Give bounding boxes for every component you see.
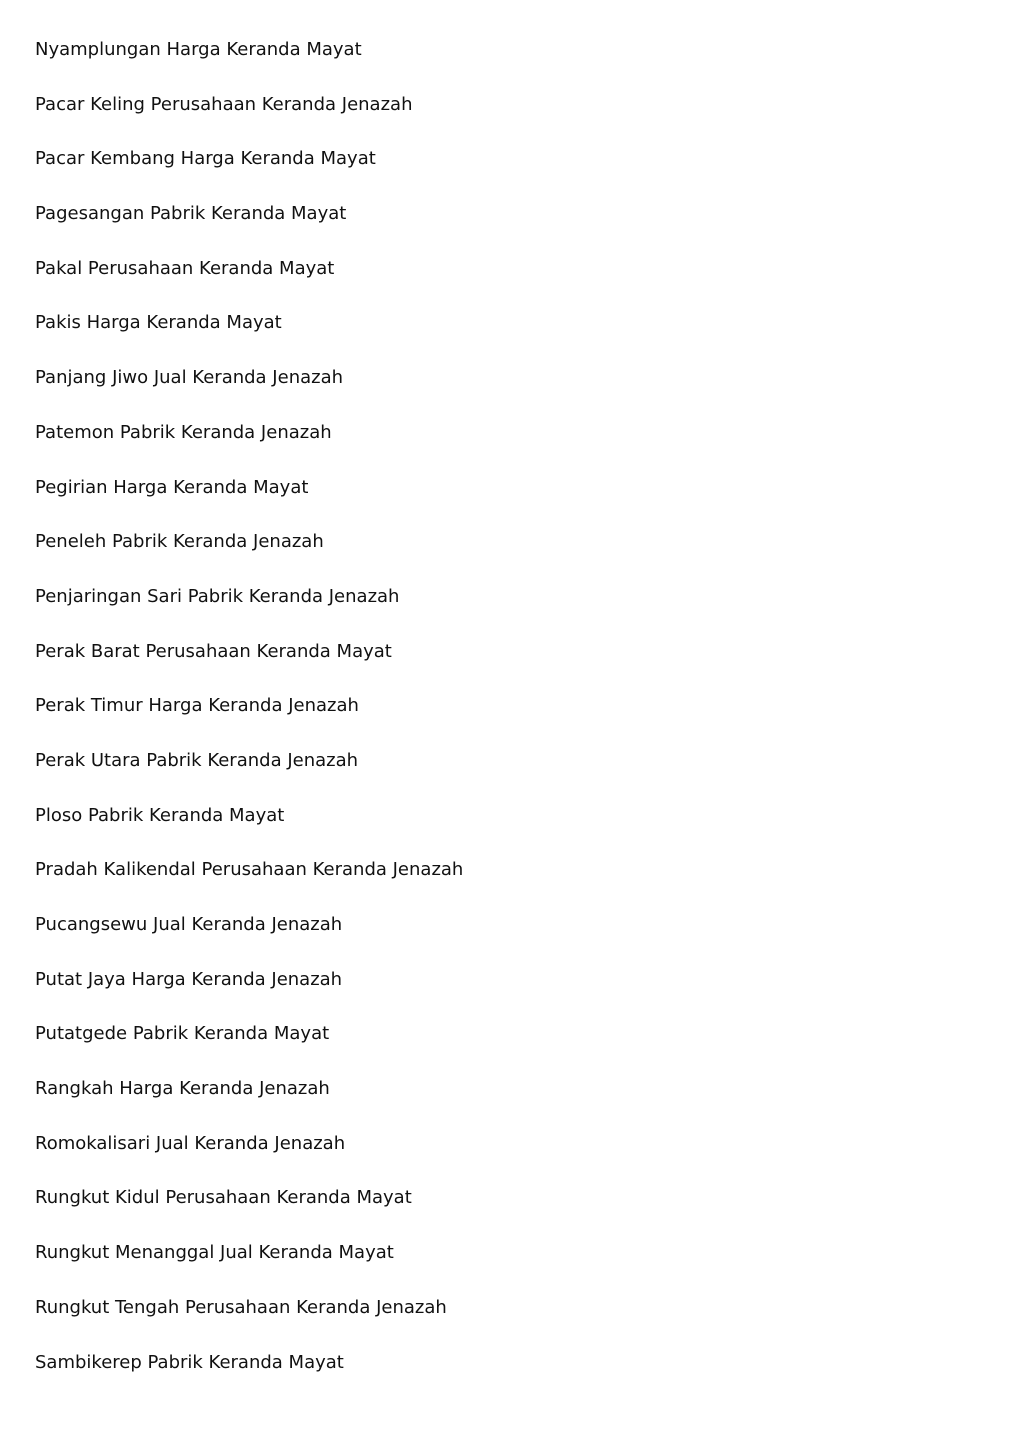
- list-item: Putat Jaya Harga Keranda Jenazah: [35, 968, 343, 990]
- list-item: Rungkut Tengah Perusahaan Keranda Jenazah: [35, 1296, 447, 1318]
- list-item: Pacar Kembang Harga Keranda Mayat: [35, 148, 376, 170]
- list-item: Penjaringan Sari Pabrik Keranda Jenazah: [35, 585, 400, 607]
- list-item: Pegirian Harga Keranda Mayat: [35, 476, 309, 498]
- list-item: Rungkut Kidul Perusahaan Keranda Mayat: [35, 1187, 412, 1209]
- list-item: Pakal Perusahaan Keranda Mayat: [35, 257, 335, 279]
- document-text-list: [35, 37, 995, 1404]
- list-item: Rangkah Harga Keranda Jenazah: [35, 1078, 330, 1100]
- list-item: Perak Utara Pabrik Keranda Jenazah: [35, 749, 359, 771]
- list-item: Perak Timur Harga Keranda Jenazah: [35, 695, 359, 717]
- list-item: Patemon Pabrik Keranda Jenazah: [35, 421, 332, 443]
- list-item: Sambikerep Pabrik Keranda Mayat: [35, 1351, 344, 1373]
- list-item: Ploso Pabrik Keranda Mayat: [35, 804, 285, 826]
- list-item: Romokalisari Jual Keranda Jenazah: [35, 1132, 346, 1154]
- list-item: Panjang Jiwo Jual Keranda Jenazah: [35, 367, 344, 389]
- list-item: Pacar Keling Perusahaan Keranda Jenazah: [35, 93, 413, 115]
- list-item: Rungkut Menanggal Jual Keranda Mayat: [35, 1242, 394, 1264]
- list-item: Pucangsewu Jual Keranda Jenazah: [35, 914, 343, 935]
- list-item: Nyamplungan Harga Keranda Mayat: [35, 39, 362, 60]
- list-item: Pradah Kalikendal Perusahaan Keranda Jenazah: [35, 859, 464, 881]
- list-item: Pagesangan Pabrik Keranda Mayat: [35, 203, 347, 225]
- list-item: Perak Barat Perusahaan Keranda Mayat: [35, 640, 392, 662]
- list-item: Putatgede Pabrik Keranda Mayat: [35, 1023, 330, 1045]
- list-item: Peneleh Pabrik Keranda Jenazah: [35, 531, 324, 553]
- list-item: Pakis Harga Keranda Mayat: [35, 312, 282, 334]
